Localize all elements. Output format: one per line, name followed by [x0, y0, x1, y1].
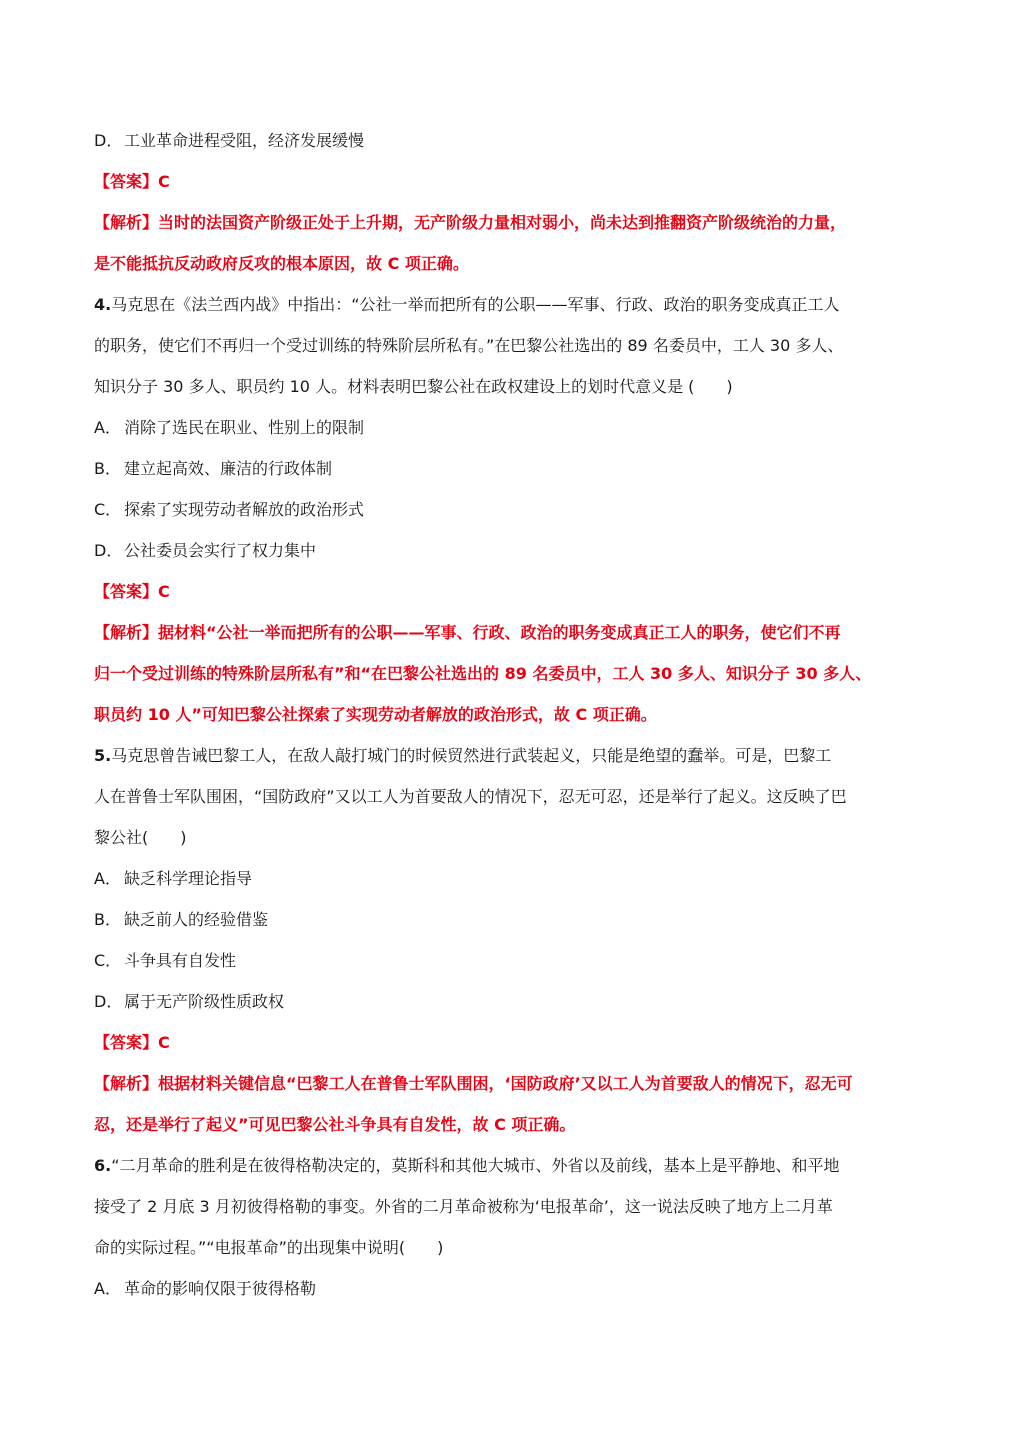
- option-text: 属于无产阶级性质政权: [124, 992, 285, 1011]
- option-text: 斗争具有自发性: [124, 951, 237, 970]
- option-d: [94, 120, 930, 161]
- option-letter: A．: [94, 869, 121, 888]
- option-a: [94, 407, 930, 448]
- option-letter: D．: [94, 541, 123, 560]
- option-a: [94, 1268, 930, 1309]
- option-b: [94, 448, 930, 489]
- analysis: [94, 202, 930, 284]
- option-text: 消除了选民在职业、性别上的限制: [124, 418, 365, 437]
- option-letter: C．: [94, 500, 122, 519]
- analysis-line: 归一个受过训练的特殊阶层所私有”和“在巴黎公社选出的 89 名委员中，工人 30 多人、知识分子 30 多人、: [94, 664, 872, 683]
- option-c: [94, 940, 930, 981]
- analysis-line: 【解析】据材料“公社一举而把所有的公职——军事、行政、政治的职务变成真正工人的职务，使它们不再: [94, 623, 841, 642]
- option-text: 探索了实现劳动者解放的政治形式: [124, 500, 365, 519]
- question-line: 接受了 2 月底 3 月初彼得格勒的事变。外省的二月革命被称为‘电报革命’，这一说法反映了地方上二月革: [94, 1197, 833, 1216]
- option-b: [94, 899, 930, 940]
- question-4: [94, 284, 930, 407]
- question-line: 黎公社( ): [94, 828, 187, 847]
- option-text: 工业革命进程受阻，经济发展缓慢: [124, 131, 365, 150]
- option-letter: D．: [94, 131, 123, 150]
- analysis-line: 职员约 10 人”可知巴黎公社探索了实现劳动者解放的政治形式，故 C 项正确。: [94, 705, 657, 724]
- option-d: [94, 530, 930, 571]
- option-letter: D．: [94, 992, 123, 1011]
- question-number: 4.: [94, 295, 112, 314]
- analysis: [94, 1063, 930, 1145]
- option-a: [94, 858, 930, 899]
- option-letter: B．: [94, 910, 121, 929]
- question-line: 知识分子 30 多人、职员约 10 人。材料表明巴黎公社在政权建设上的划时代意义是 ( ): [94, 377, 733, 396]
- option-letter: A．: [94, 1279, 121, 1298]
- analysis-line: 【解析】根据材料关键信息“巴黎工人在普鲁士军队围困，‘国防政府’又以工人为首要敌人的情况下，忍无可: [94, 1074, 853, 1093]
- option-d: [94, 981, 930, 1022]
- question-6: [94, 1145, 930, 1268]
- question-line: 马克思在《法兰西内战》中指出：“公社一举而把所有的公职——军事、行政、政治的职务变成真正工人: [111, 295, 840, 314]
- question-line: “二月革命的胜利是在彼得格勒决定的，莫斯科和其他大城市、外省以及前线，基本上是平静地、和平地: [111, 1156, 840, 1175]
- analysis-line: 忍，还是举行了起义”可见巴黎公社斗争具有自发性，故 C 项正确。: [94, 1115, 576, 1134]
- option-text: 缺乏前人的经验借鉴: [124, 910, 269, 929]
- option-text: 缺乏科学理论指导: [124, 869, 253, 888]
- question-line: 命的实际过程。”“电报革命”的出现集中说明( ): [94, 1238, 444, 1257]
- analysis-line: 【解析】当时的法国资产阶级正处于上升期，无产阶级力量相对弱小，尚未达到推翻资产阶级统治的力量，: [94, 213, 847, 232]
- option-text: 建立起高效、廉洁的行政体制: [124, 459, 333, 478]
- option-c: [94, 489, 930, 530]
- question-line: 马克思曾告诫巴黎工人，在敌人敲打城门的时候贸然进行武装起义，只能是绝望的蠢举。可是，巴黎工: [111, 746, 832, 765]
- question-number: 5.: [94, 746, 112, 765]
- answer: 【答案】C: [94, 1033, 170, 1052]
- question-line: 的职务，使它们不再归一个受过训练的特殊阶层所私有。”在巴黎公社选出的 89 名委员中，工人 30 多人、: [94, 336, 844, 355]
- option-letter: A．: [94, 418, 121, 437]
- option-letter: B．: [94, 459, 121, 478]
- answer: 【答案】C: [94, 582, 170, 601]
- analysis-line: 是不能抵抗反动政府反攻的根本原因，故 C 项正确。: [94, 254, 469, 273]
- question-5: [94, 735, 930, 858]
- option-text: 公社委员会实行了权力集中: [124, 541, 317, 560]
- question-number: 6.: [94, 1156, 112, 1175]
- option-letter: C．: [94, 951, 122, 970]
- option-text: 革命的影响仅限于彼得格勒: [124, 1279, 317, 1298]
- answer: 【答案】C: [94, 172, 170, 191]
- analysis: [94, 612, 930, 735]
- question-line: 人在普鲁士军队围困，“国防政府”又以工人为首要敌人的情况下，忍无可忍，还是举行了起义。这反映了巴: [94, 787, 847, 806]
